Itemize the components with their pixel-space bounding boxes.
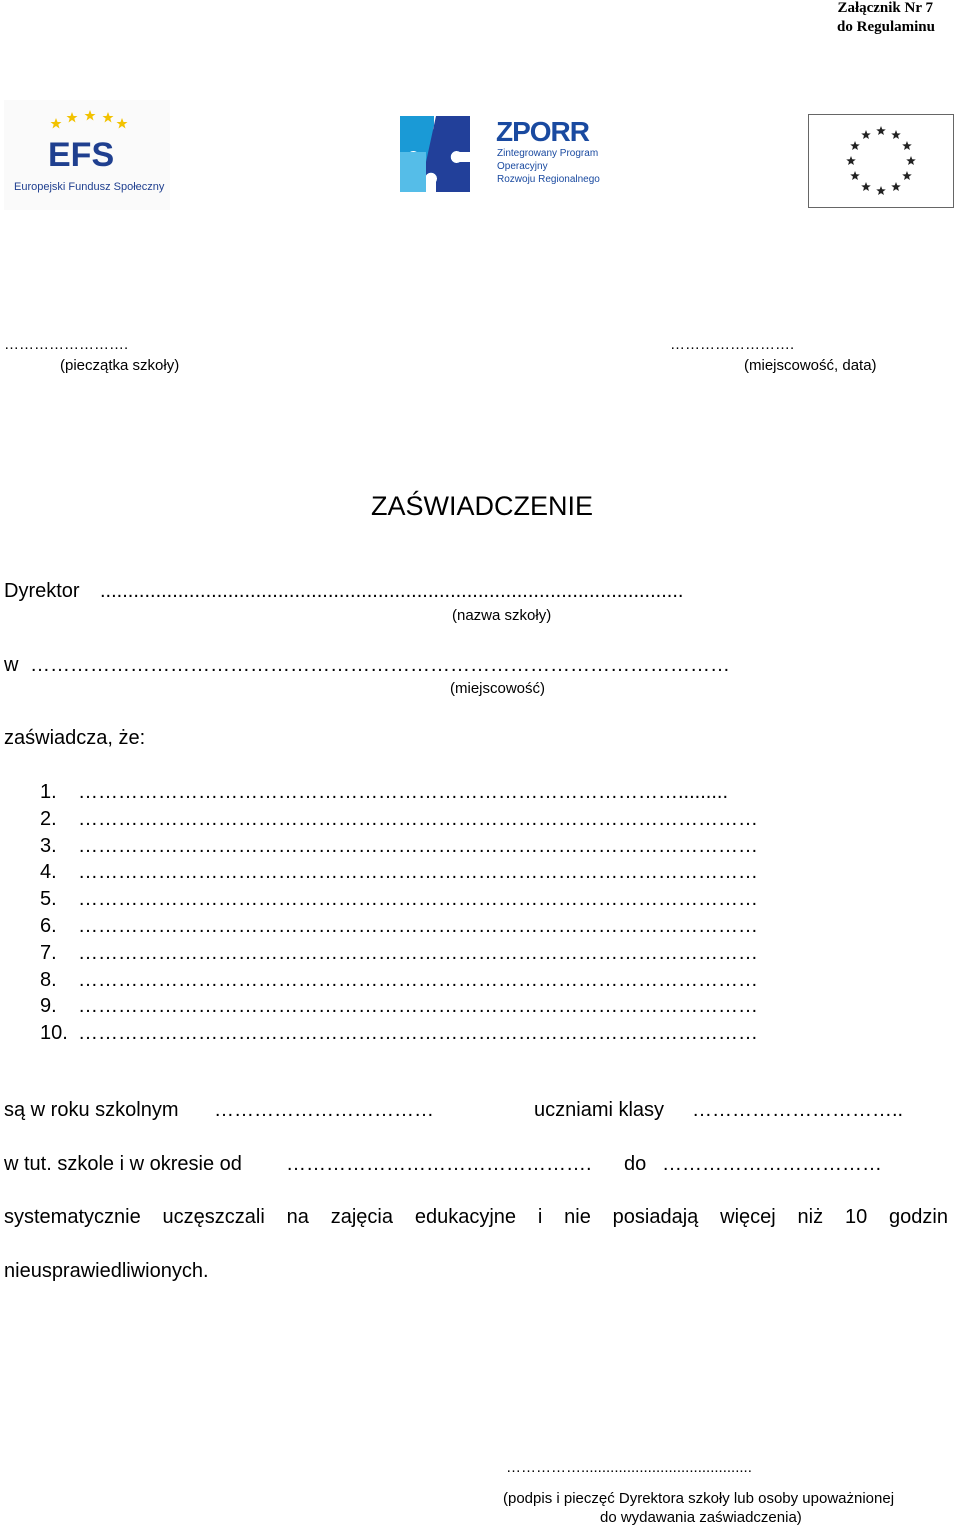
class-dots: ………………………….. xyxy=(692,1099,904,1121)
efs-abbr: EFS xyxy=(48,136,115,174)
list-item-dots: ………………………………………………………………………………………… xyxy=(78,915,758,937)
period-from-dots: ………………………………………. xyxy=(286,1153,592,1175)
statement-line2: nieusprawiedliwionych. xyxy=(4,1260,209,1282)
list-item-number: 9. xyxy=(40,995,57,1018)
zporr-line3: Rozwoju Regionalnego xyxy=(497,174,600,185)
star-icon xyxy=(891,182,901,191)
list-item-number: 7. xyxy=(40,941,57,964)
star-icon xyxy=(861,130,871,139)
director-label: (nazwa szkoły) xyxy=(452,607,552,624)
efs-name: Europejski Fundusz Społeczny xyxy=(14,181,165,193)
list-item-number: 1. xyxy=(40,781,57,803)
list-item-dots: ………………………………………………………………………………………… xyxy=(78,834,758,857)
list-item xyxy=(40,888,960,914)
star-icon xyxy=(891,130,901,139)
place-dots: …………………………………………………………………………………………… xyxy=(30,654,730,676)
list-item-number: 6. xyxy=(40,915,57,937)
star-icon xyxy=(846,156,856,165)
efs-logo xyxy=(4,100,170,210)
list-item-dots: ………………………………………………………………………………………… xyxy=(78,995,758,1018)
director-dots: ......................................................................................................... xyxy=(100,580,684,602)
list-item-dots: ………………………………………………………………………………………… xyxy=(78,807,758,830)
star-icon xyxy=(876,186,886,195)
signature-label-line2: do wydawania zaświadczenia) xyxy=(600,1509,802,1526)
list-item-number: 8. xyxy=(40,968,57,991)
star-icon xyxy=(850,141,860,150)
star-icon xyxy=(906,156,916,165)
list-item-number: 2. xyxy=(40,807,57,830)
class-label: uczniami klasy xyxy=(534,1099,665,1121)
efs-logo-graphic xyxy=(4,100,170,210)
annex-regulation: do Regulaminu xyxy=(837,19,935,35)
list-item-number: 4. xyxy=(40,861,57,884)
signature-label-line1: (podpis i pieczęć Dyrektora szkoły lub osoby upoważnionej xyxy=(503,1490,895,1507)
star-icon xyxy=(861,182,871,191)
stamp-label: (pieczątka szkoły) xyxy=(60,357,180,374)
place-date-dots: ……………………. xyxy=(670,336,795,353)
list-item xyxy=(40,1022,960,1048)
year-dots: …………………………… xyxy=(214,1099,434,1121)
list-item xyxy=(40,781,960,807)
certifies-text: zaświadcza, że: xyxy=(4,727,146,749)
star-icon xyxy=(850,171,860,180)
year-prefix: są w roku szkolnym xyxy=(4,1099,179,1121)
document-title: ZAŚWIADCZENIE xyxy=(370,491,593,521)
list-item-dots: ………………………………………………………………………………………… xyxy=(78,941,758,964)
zporr-abbr: ZPORR xyxy=(496,116,589,147)
list-item xyxy=(40,808,960,834)
statement-line1: systematycznie uczęszczali na zajęcia edukacyjne i nie posiadają więcej niż 10 godzin xyxy=(4,1206,948,1228)
star-icon xyxy=(902,141,912,150)
stamp-dots: ……………………. xyxy=(4,336,129,353)
list-item-dots: ………………………………………………………………………………………… xyxy=(78,861,758,884)
place-date-label: (miejscowość, data) xyxy=(744,357,877,374)
zporr-line2: Operacyjny xyxy=(497,161,548,172)
period-to-dots: …………………………… xyxy=(662,1153,882,1175)
list-item xyxy=(40,915,960,941)
zporr-logo xyxy=(398,112,598,198)
star-icon xyxy=(902,171,912,180)
list-item xyxy=(40,995,960,1021)
annex-number: Załącznik Nr 7 xyxy=(837,0,933,16)
signature-dots: ……………......................................... xyxy=(506,1459,752,1476)
place-label: (miejscowość) xyxy=(450,680,546,697)
period-to-label: do xyxy=(624,1153,647,1175)
place-prefix: w xyxy=(4,654,19,676)
list-item xyxy=(40,942,960,968)
list-item-dots: ………………………………………………………………………………………… xyxy=(78,888,758,911)
period-prefix: w tut. szkole i w okresie od xyxy=(4,1153,242,1175)
list-item xyxy=(40,861,960,887)
list-item xyxy=(40,835,960,861)
eu-flag-icon xyxy=(808,114,954,208)
list-item-number: 5. xyxy=(40,888,57,911)
list-item-number: 3. xyxy=(40,834,57,857)
list-item-number: 10. xyxy=(40,1022,68,1045)
list-item xyxy=(40,969,960,995)
list-item-dots: ………………………………………………………………………………………… xyxy=(78,968,758,991)
zporr-line1: Zintegrowany Program xyxy=(497,148,599,159)
star-icon xyxy=(876,126,886,135)
director-prefix: Dyrektor xyxy=(4,580,80,602)
list-item-dots: ………………………………………………………………………………......... xyxy=(78,781,729,803)
list-item-dots: ………………………………………………………………………………………… xyxy=(78,1022,758,1045)
